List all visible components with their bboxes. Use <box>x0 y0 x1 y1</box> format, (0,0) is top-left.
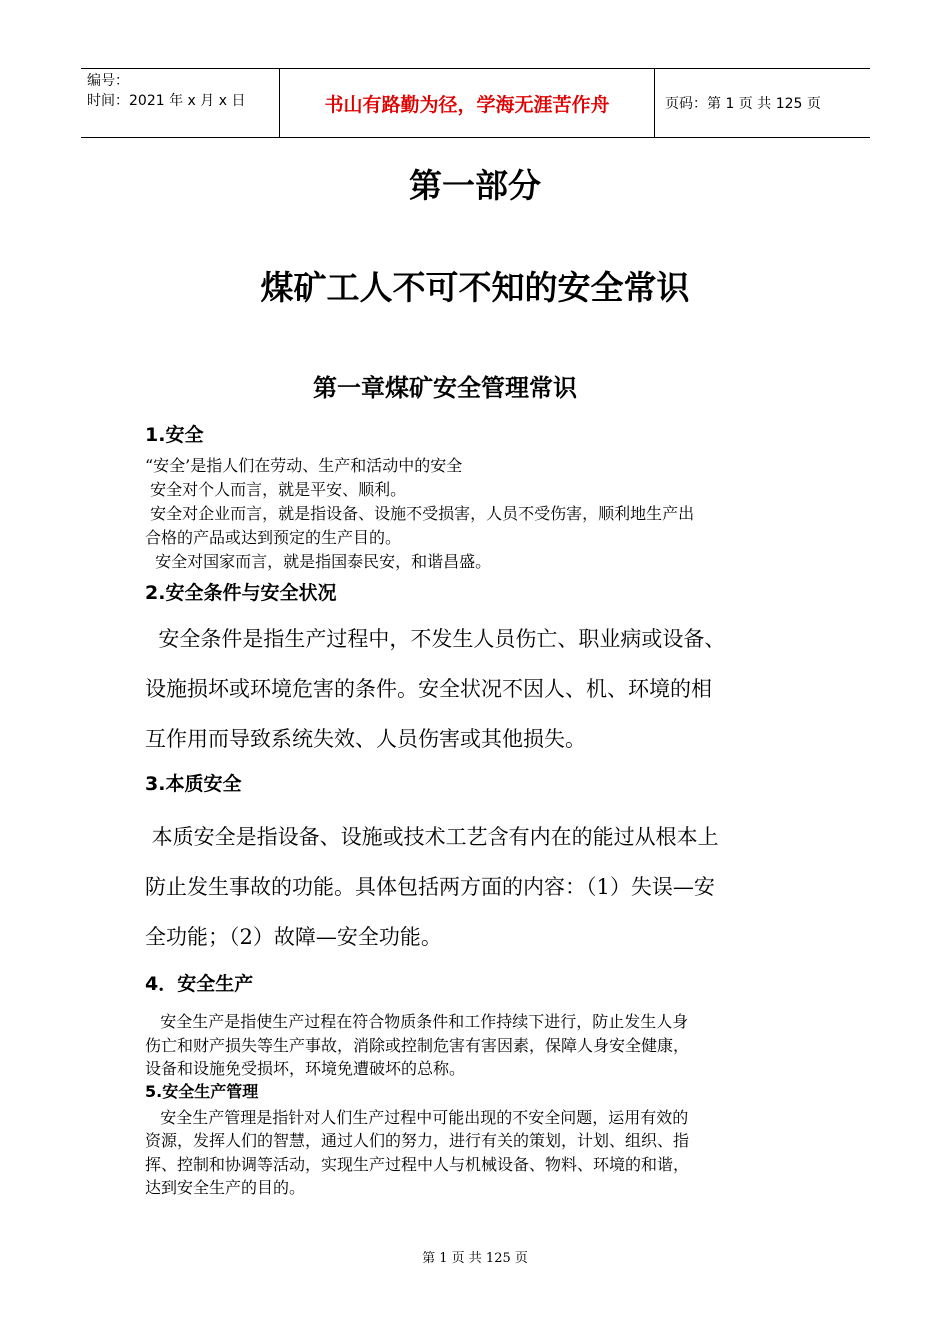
part-title: 第一部分 <box>409 166 541 205</box>
text-line: 全功能；（2）故障—安全功能。 <box>145 925 442 949</box>
section-heading: 5.安全生产管理 <box>145 1081 259 1101</box>
text-line: 安全对国家而言，就是指国泰民安，和谐昌盛。 <box>145 552 492 571</box>
text-line: 挥、控制和协调等活动，实现生产过程中人与机械设备、物料、环境的和谐， <box>145 1154 690 1174</box>
section-body <box>145 454 815 574</box>
header-table <box>81 68 870 138</box>
text-line: 安全对个人而言，就是平安、顺利。 <box>145 480 407 499</box>
text-line: 本质安全是指设备、设施或技术工艺含有内在的能过从根本上 <box>145 825 719 849</box>
text-line: 资源，发挥人们的智慧，通过人们的努力，进行有关的策划，计划、组织、指 <box>145 1131 690 1150</box>
chapter-title: 第一章煤矿安全管理常识 <box>313 374 577 402</box>
section-heading: 4．安全生产 <box>145 973 254 995</box>
text-line: 伤亡和财产损失等生产事故，消除或控制危害有害因素，保障人身安全健康， <box>145 1035 690 1055</box>
text-line: 合格的产品或达到预定的生产目的。 <box>145 528 402 547</box>
time-label: 时间：2021 年 x 月 x 日 <box>87 93 246 109</box>
text-line: 互作用而导致系统失效、人员伤害或其他损失。 <box>145 727 586 751</box>
section-body <box>145 1106 815 1200</box>
section-body <box>145 1010 815 1081</box>
text-line: 安全对企业而言，就是指设备、设施不受损害，人员不受伤害，顺利地生产出 <box>145 504 695 523</box>
section-body <box>145 812 815 962</box>
text-line: 安全条件是指生产过程中，不发生人员伤亡、职业病或设备、 <box>145 627 726 651</box>
text-line: 达到安全生产的目的。 <box>145 1178 306 1197</box>
text-line: 安全生产管理是指针对人们生产过程中可能出现的不安全问题，运用有效的 <box>145 1107 689 1127</box>
section-heading: 3.本质安全 <box>145 773 242 795</box>
text-line: “安全’是指人们在劳动、生产和活动中的安全 <box>145 456 463 475</box>
number-label: 编号： <box>87 73 129 89</box>
text-line: 安全生产是指使生产过程在符合物质条件和工作持续下进行，防止发生人身 <box>145 1012 689 1031</box>
header-page-info: 页码：第 1 页 共 125 页 <box>665 96 821 112</box>
header-motto: 书山有路勤为径，学海无涯苦作舟 <box>279 69 655 137</box>
text-line: 防止发生事故的功能。具体包括两方面的内容：（1）失误—安 <box>145 875 715 899</box>
text-line: 设备和设施免受损坏，环境免遭破坏的总称。 <box>145 1059 466 1078</box>
section-heading: 1.安全 <box>145 424 204 446</box>
document-title: 煤矿工人不可不知的安全常识 <box>260 268 690 307</box>
section-heading: 2.安全条件与安全状况 <box>145 582 337 604</box>
text-line: 设施损坏或环境危害的条件。安全状况不因人、机、环境的相 <box>145 677 712 701</box>
document-body <box>145 420 815 1200</box>
header-meta <box>81 69 279 137</box>
section-body <box>145 614 815 764</box>
page-footer: 第 1 页 共 125 页 <box>422 1251 528 1266</box>
